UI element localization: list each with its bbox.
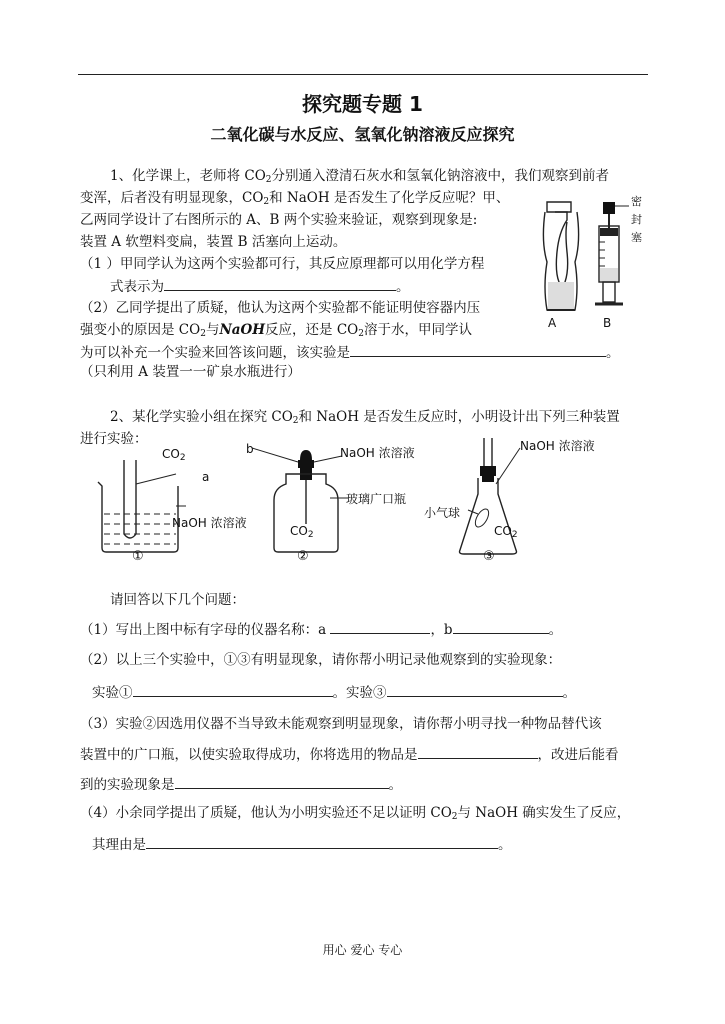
fig1-naoh-label: NaOH 浓溶液 [172,516,247,530]
fig2-bottle-label: 玻璃广口瓶 [346,492,407,506]
q2-line1: 2、某化学实验小组在探究 $CO_2$和 NaOH 是否发生反应时，小明设计出下列三种装置 [110,409,620,426]
fig1-number: ① [132,549,144,564]
q2-answer-exp1[interactable] [133,682,333,697]
q2-answer-item[interactable] [418,744,538,759]
q1-answer-blank-2[interactable] [350,342,606,357]
q2-prompt: 请回答以下几个问题： [110,592,245,608]
q2-answer-reason[interactable] [146,834,498,849]
label-b: B [603,316,612,330]
q1-line1: 1、化学课上，老师将 $CO_2$分别通入澄清石灰水和氢氧化钠溶液中，我们观察到前者 [110,168,610,185]
q2-answer-phenomenon[interactable] [175,774,389,789]
q2-line2: 进行实验： [80,431,148,447]
q2-sub2: （2）以上三个实验中，①③有明显现象，请你帮小明记录他观察到的实验现象： [80,652,562,668]
page-subtitle: 二氧化碳与水反应、氢氧化钠溶液反应探究 [210,125,515,144]
q2-sub4-line2: 其理由是 。 [92,834,512,855]
fig2-naoh-label: NaOH 浓溶液 [340,446,415,460]
seal-label-1: 密 [631,195,642,208]
q2-answer-exp3[interactable] [387,682,563,697]
q2-answer-b[interactable] [453,619,549,634]
q2-sub1: （1）写出上图中标有字母的仪器名称：a ，b 。 [80,619,562,640]
fig1-co2-label: $CO_2$ [162,447,186,463]
seal-label-3: 塞 [631,231,642,244]
q1-line4: 装置 A 软塑料变扁，装置 B 活塞向上运动。 [80,234,347,250]
fig3-co2-label: $CO_2$ [494,524,518,540]
q2-sub3-line3: 到的实验现象是 。 [80,774,402,795]
q1-line2: 变浑，后者没有明显现象，$CO_2$和 NaOH 是否发生了化学反应呢？甲、 [80,190,510,207]
q2-sub3-line2: 装置中的广口瓶，以使实验取得成功，你将选用的物品是 ，改进后能看 [80,744,619,765]
fig3-balloon-label: 小气球 [424,506,461,520]
q1-answer-blank-1[interactable] [164,276,396,291]
fig1-a-label: a [202,470,210,484]
q2-sub4-line1: （4）小余同学提出了质疑，他认为小明实验还不足以证明 $CO_2$与 NaOH 确实发生了反应， [80,805,631,822]
q1-line10: （只利用 A 装置一一矿泉水瓶进行） [80,364,301,380]
fig3-number: ③ [483,549,495,564]
q1-line5: （1 ）甲同学认为这两个实验都可行，其反应原理都可以用化学方程 [80,256,485,272]
q1-line6: 式表示为 。 [110,276,410,297]
label-a: A [548,316,557,330]
q1-line3: 乙两同学设计了右图所示的 A、B 两个实验来验证，观察到现象是: [80,212,478,228]
q1-line7: （2）乙同学提出了质疑，他认为这两个实验都不能证明使容器内压 [80,300,481,316]
page-title: 探究题专题 1 [302,92,423,116]
fig3-naoh-label: NaOH 浓溶液 [520,439,595,453]
fig2-b-label: b [246,442,254,456]
q1-line8: 强变小的原因是 $CO_2$与NaOH反应，还是 $CO_2$溶于水，甲同学认 [80,322,472,339]
syringe-b-icon [595,202,629,304]
fig2-number: ② [297,549,309,564]
q2-sub3-line1: （3）实验②因选用仪器不当导致未能观察到明显现象，请你帮小明寻找一种物品替代该 [80,716,602,732]
beaker-testtube-icon [98,460,186,552]
q2-answer-a[interactable] [330,619,430,634]
fig2-co2-label: $CO_2$ [290,524,314,540]
seal-label-2: 封 [631,213,642,226]
page-footer: 用心 爱心 专心 [322,943,403,957]
q1-line9: 为可以补充一个实验来回答该问题，该实验是 。 [80,342,620,363]
bottle-a-icon [543,202,578,310]
header-rule [78,74,648,75]
q2-sub2-answers: 实验① 。实验③ 。 [92,682,576,703]
